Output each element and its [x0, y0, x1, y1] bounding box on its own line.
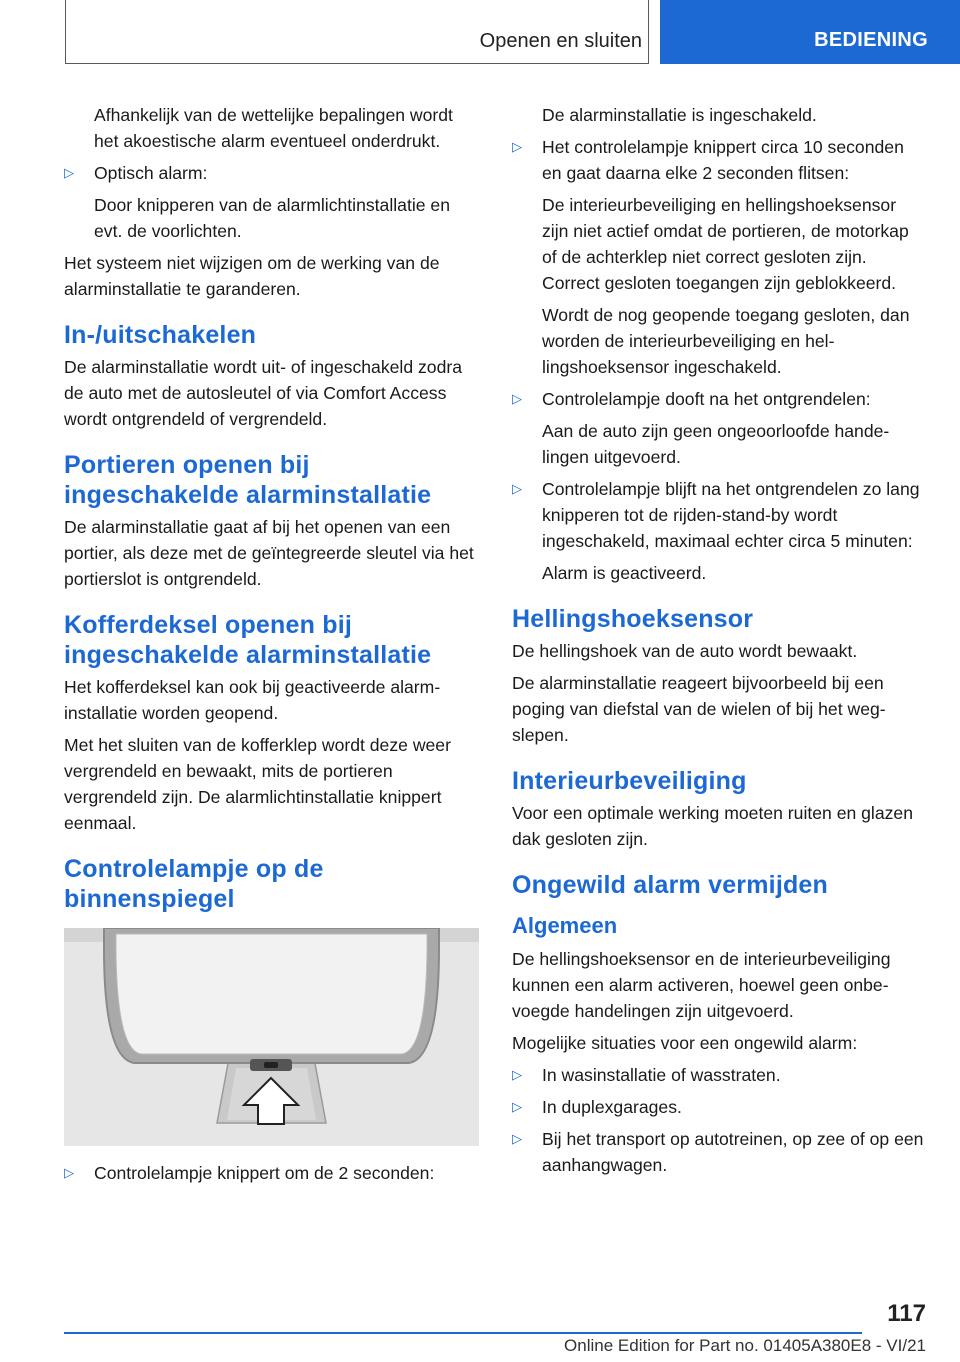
page-number: 117: [887, 1300, 926, 1327]
list-item-text: In duplexgarages.: [542, 1097, 682, 1117]
paragraph: Het systeem niet wijzigen om de werking van de alarminstallatie te garanderen.: [64, 253, 440, 299]
heading-lamp: Controlelampje op de binnenspiegel: [64, 855, 324, 913]
footer-edition: Online Edition for Part no. 01405A380E8 - VI/21: [564, 1336, 926, 1355]
triangle-bullet-icon: ▷: [512, 139, 522, 154]
paragraph: De alarminstallatie gaat af bij het openen van een portier, als deze met de geïntegreerde sleutel via het portierslot is ontgrendeld.: [64, 517, 474, 589]
paragraph: Mogelijke situaties voor een ongewild alarm:: [512, 1033, 858, 1053]
list-item-detail: Alarm is geactiveerd.: [542, 563, 707, 583]
left-column: [64, 102, 479, 1192]
chapter-title: BEDIENING: [814, 29, 928, 51]
footer-divider: [64, 1332, 862, 1334]
heading-onoff: In-/uitschakelen: [64, 321, 257, 349]
section-title: Openen en sluiten: [479, 30, 642, 52]
list-item: [512, 476, 927, 554]
chapter-tab: [660, 0, 960, 64]
paragraph: Met het sluiten van de kofferklep wordt deze weer vergrendeld en bewaakt, mits de portieren vergrendeld zijn. De alarmlichtinstallatie knippert eenmaal.: [64, 735, 451, 833]
paragraph: De hellingshoeksensor en de interieurbeveiliging kunnen een alarm activeren, hoewel geen onbevoegde handelingen zijn uitgevoerd.: [512, 949, 891, 1021]
list-item: [512, 1094, 927, 1120]
heading-general: Algemeen: [512, 913, 618, 938]
list-item-detail: De interieurbeveiliging en hellingshoeksensor zijn niet actief omdat de portieren, de motorkap of de achterklep niet correct gesloten zijn. Correct gesloten toegangen zijn geblokkeerd.: [542, 195, 909, 293]
list-item-detail: Aan de auto zijn geen ongeoorloofde handelingen uitgevoerd.: [542, 421, 890, 467]
triangle-bullet-icon: ▷: [512, 391, 522, 406]
heading-trunk: Kofferdeksel openen bij ingeschakelde alarminstallatie: [64, 611, 432, 669]
paragraph: Voor een optimale werking moeten ruiten en glazen dak gesloten zijn.: [512, 803, 913, 849]
list-item-detail: De alarminstallatie is ingeschakeld.: [542, 105, 817, 125]
list-item: [64, 160, 479, 186]
triangle-bullet-icon: ▷: [512, 481, 522, 496]
list-item-text: Optisch alarm:: [94, 163, 208, 183]
triangle-bullet-icon: ▷: [64, 165, 74, 180]
list-item-text: Controlelampje dooft na het ontgrendelen:: [542, 389, 871, 409]
paragraph: De hellingshoek van de auto wordt bewaakt.: [512, 641, 858, 661]
heading-doors: Portieren openen bij ingeschakelde alarminstallatie: [64, 451, 432, 509]
list-item-text: In wasinstallatie of wasstraten.: [542, 1065, 781, 1085]
list-item-detail: Wordt de nog geopende toegang gesloten, dan worden de interieurbeveiliging en hellingshoeksensor ingeschakeld.: [542, 305, 910, 377]
list-item-text: Het controlelampje knippert circa 10 seconden en gaat daarna elke 2 seconden flitsen:: [542, 137, 904, 183]
paragraph: Afhankelijk van de wettelijke bepalingen wordt het akoestische alarm eventueel onderdrukt.: [94, 105, 453, 151]
list-item: [512, 134, 927, 186]
triangle-bullet-icon: ▷: [64, 1165, 74, 1180]
paragraph: De alarminstallatie reageert bijvoorbeeld bij een poging van diefstal van de wielen of bij het wegslepen.: [512, 673, 886, 745]
heading-tilt: Hellingshoeksensor: [512, 605, 754, 633]
list-item-text: Bij het transport op autotreinen, op zee of op een aanhangwagen.: [542, 1129, 924, 1175]
list-item: [512, 1062, 927, 1088]
paragraph: Het kofferdeksel kan ook bij geactiveerde alarminstallatie worden geopend.: [64, 677, 441, 723]
list-item: [512, 386, 927, 412]
heading-avoid: Ongewild alarm vermijden: [512, 871, 829, 899]
list-item-detail: Door knipperen van de alarmlichtinstallatie en evt. de voorlichten.: [94, 195, 450, 241]
right-column: [512, 102, 927, 1184]
list-item-text: Controlelampje blijft na het ontgrendelen zo lang knipperen tot de rijden-stand-by wordt ingeschakeld, maximaal echter circa 5 minuten:: [542, 479, 920, 551]
heading-interior: Interieurbeveiliging: [512, 767, 747, 795]
paragraph: De alarminstallatie wordt uit- of ingeschakeld zodra de auto met de autosleutel of via Comfort Access wordt ontgrendeld of vergrendeld.: [64, 357, 463, 429]
triangle-bullet-icon: ▷: [512, 1067, 522, 1082]
triangle-bullet-icon: ▷: [512, 1131, 522, 1146]
mirror-illustration: [64, 928, 479, 1146]
triangle-bullet-icon: ▷: [512, 1099, 522, 1114]
list-item-text: Controlelampje knippert om de 2 seconden:: [94, 1163, 435, 1183]
list-item: [64, 1160, 479, 1186]
rearview-mirror-image: [64, 928, 479, 1146]
list-item: [512, 1126, 927, 1178]
